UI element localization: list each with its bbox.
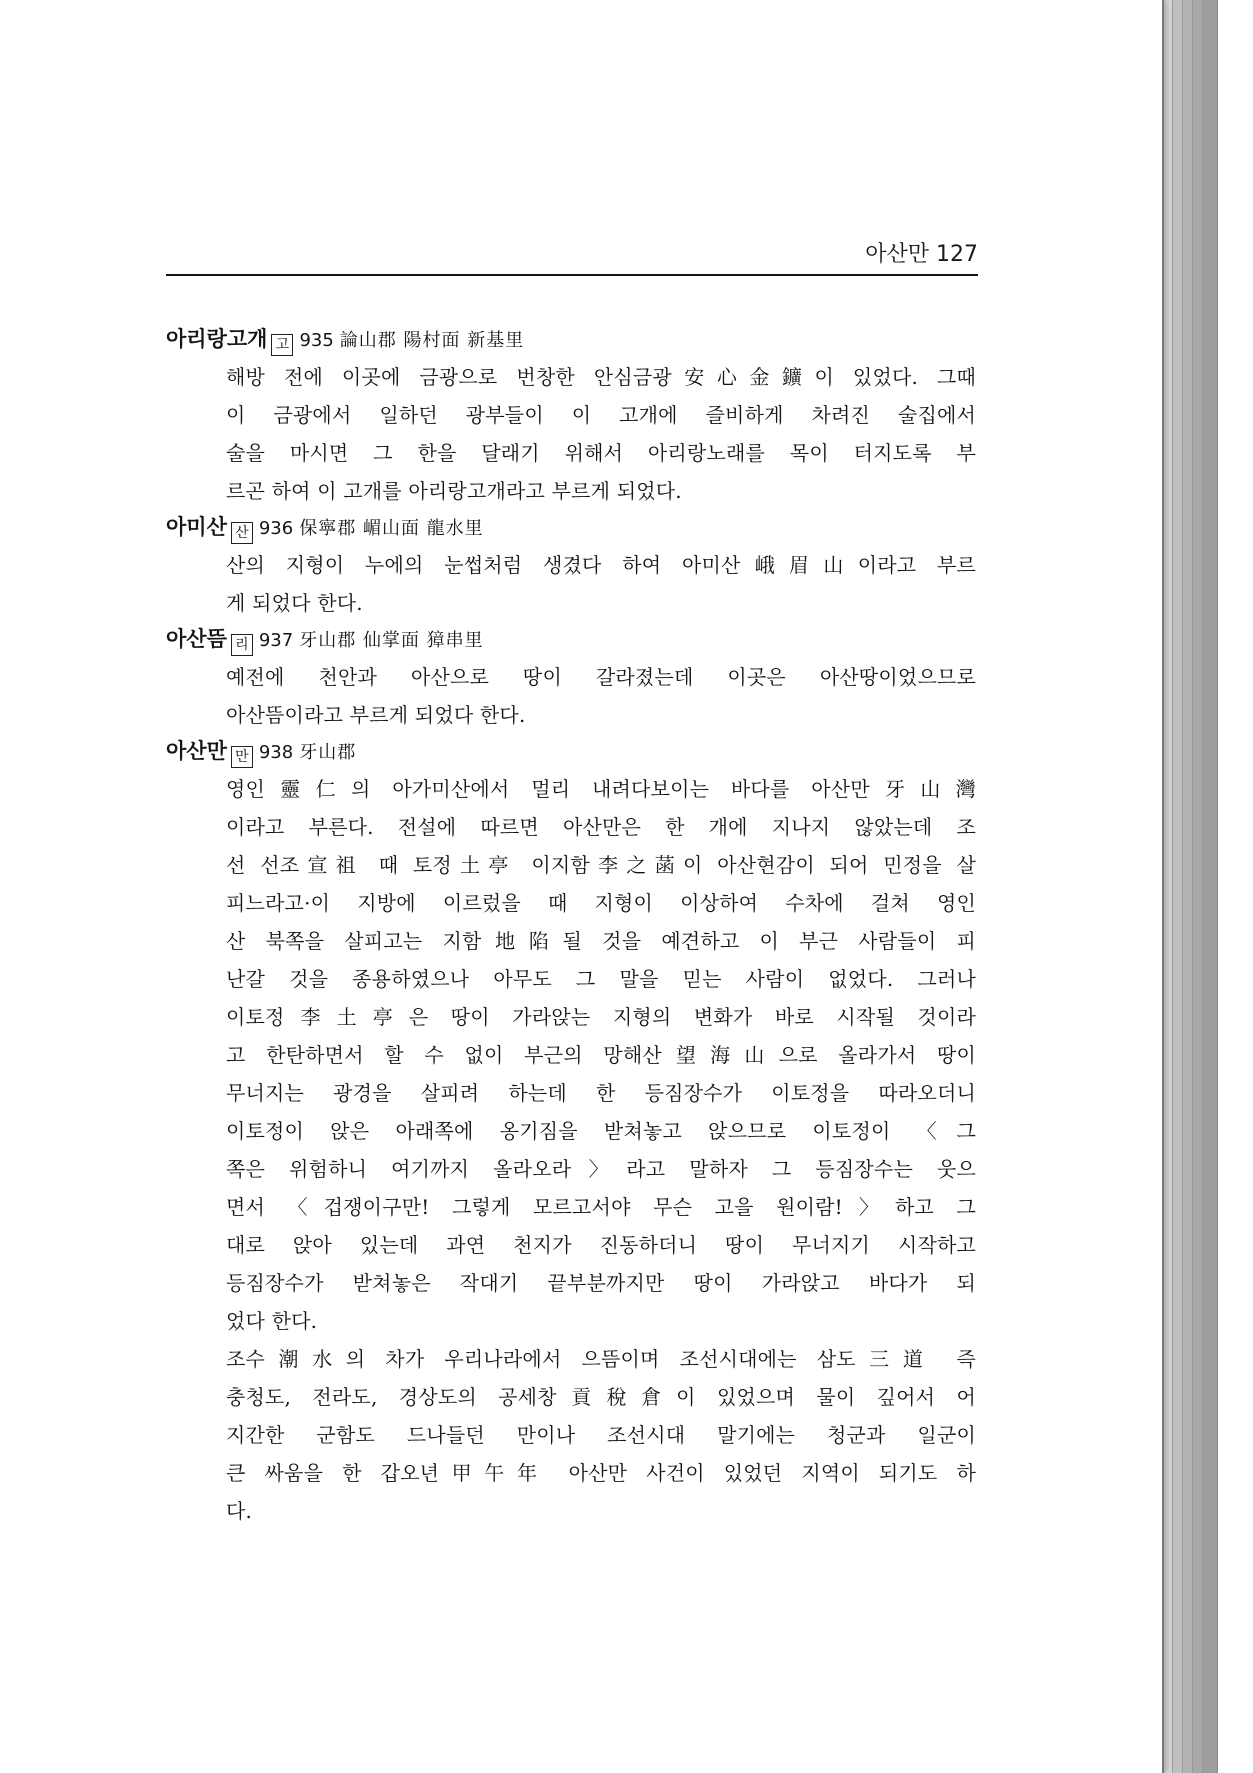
body-line: 난갈 것을 종용하였으나 아무도 그 말을 믿는 사람이 없었다. 그러나	[226, 967, 976, 991]
body-line: 예전에 천안과 아산으로 땅이 갈라졌는데 이곳은 아산땅이었으므로	[226, 665, 976, 689]
entry-number: 938	[258, 742, 294, 763]
page-edge	[1202, 0, 1218, 1773]
body-line: 이토정李土亭은 땅이 가라앉는 지형의 변화가 바로 시작될 것이라	[226, 1005, 976, 1029]
entry-heading	[166, 734, 986, 768]
body-line: 영인靈仁의 아가미산에서 멀리 내려다보이는 바다를 아산만牙山灣	[226, 777, 976, 801]
entry-number: 937	[258, 630, 294, 651]
body-line: 이 금광에서 일하던 광부들이 이 고개에 즐비하게 차려진 술집에서	[226, 403, 976, 427]
entry-937	[166, 622, 986, 734]
entry-936	[166, 510, 986, 622]
body-line: 피느라고·이 지방에 이르렀을 때 지형이 이상하여 수차에 걸쳐 영인	[226, 891, 976, 915]
entry-location: 牙山郡	[299, 742, 357, 763]
body-line: 이토정이 앉은 아래쪽에 옹기짐을 받쳐놓고 앉으므로 이토정이 〈그	[226, 1119, 976, 1143]
entry-938	[166, 734, 986, 1530]
body-line: 술을 마시면 그 한을 달래기 위해서 아리랑노래를 목이 터지도록 부	[226, 441, 976, 465]
body-line: 면서 〈겁쟁이구만! 그렇게 모르고서야 무슨 고을 원이람!〉하고 그	[226, 1195, 976, 1219]
entry-heading	[166, 510, 986, 544]
body-line: 선 선조宣祖 때 토정土亭 이지함李之菡이 아산현감이 되어 민정을 살	[226, 853, 976, 877]
body-line: 르곤 하여 이 고개를 아리랑고개라고 부르게 되었다.	[226, 479, 682, 503]
body-line: 쪽은 위험하니 여기까지 올라오라〉라고 말하자 그 등짐장수는 웃으	[226, 1157, 976, 1181]
category-mark: 고	[271, 334, 293, 356]
body-line: 아산뜸이라고 부르게 되었다 한다.	[226, 703, 526, 727]
body-line: 조수潮水의 차가 우리나라에서 으뜸이며 조선시대에는 삼도三道 즉	[226, 1347, 976, 1371]
body-line: 이라고 부른다. 전설에 따르면 아산만은 한 개에 지나지 않았는데 조	[226, 815, 976, 839]
entry-location: 論山郡 陽村面 新基里	[339, 330, 525, 351]
entry-number: 935	[299, 330, 334, 351]
body-line: 산 북쪽을 살피고는 지함地陷될 것을 예견하고 이 부근 사람들이 피	[226, 929, 976, 953]
body-line: 게 되었다 한다.	[226, 591, 363, 615]
entry-heading	[166, 322, 986, 356]
entry-location: 保寧郡 嵋山面 龍水里	[299, 518, 484, 539]
dictionary-content	[166, 322, 986, 1530]
entry-number: 936	[258, 518, 294, 539]
body-line: 무너지는 광경을 살피려 하는데 한 등짐장수가 이토정을 따라오더니	[226, 1081, 976, 1105]
body-line: 지간한 군함도 드나들던 만이나 조선시대 말기에는 청군과 일군이	[226, 1423, 976, 1447]
headword: 아산뜸	[166, 627, 227, 651]
category-mark: 산	[231, 522, 253, 544]
running-title: 아산만 127	[865, 242, 978, 267]
body-line: 충청도, 전라도, 경상도의 공세창貢稅倉이 있었으며 물이 깊어서 어	[226, 1385, 976, 1409]
body-line: 고 한탄하면서 할 수 없이 부근의 망해산望海山으로 올라가서 땅이	[226, 1043, 976, 1067]
headword: 아리랑고개	[166, 327, 268, 351]
entry-heading	[166, 622, 986, 656]
entry-location: 牙山郡 仙掌面 獐串里	[299, 630, 484, 651]
body-line: 큰 싸움을 한 갑오년甲午年 아산만 사건이 있었던 지역이 되기도 하	[226, 1461, 976, 1485]
body-line: 었다 한다.	[226, 1309, 318, 1333]
entry-935	[166, 322, 986, 510]
headword: 아산만	[166, 739, 227, 763]
body-line: 등짐장수가 받쳐놓은 작대기 끝부분까지만 땅이 가라앉고 바다가 되	[226, 1271, 976, 1295]
body-line: 산의 지형이 누에의 눈썹처럼 생겼다 하여 아미산峨眉山이라고 부르	[226, 553, 976, 577]
category-mark: 리	[231, 634, 253, 656]
body-line: 해방 전에 이곳에 금광으로 번창한 안심금광安心金鑛이 있었다. 그때	[226, 365, 976, 389]
body-line: 대로 앉아 있는데 과연 천지가 진동하더니 땅이 무너지기 시작하고	[226, 1233, 976, 1257]
page-header	[166, 236, 978, 276]
headword: 아미산	[166, 515, 227, 539]
category-mark: 만	[231, 746, 253, 768]
body-line: 다.	[226, 1499, 253, 1523]
